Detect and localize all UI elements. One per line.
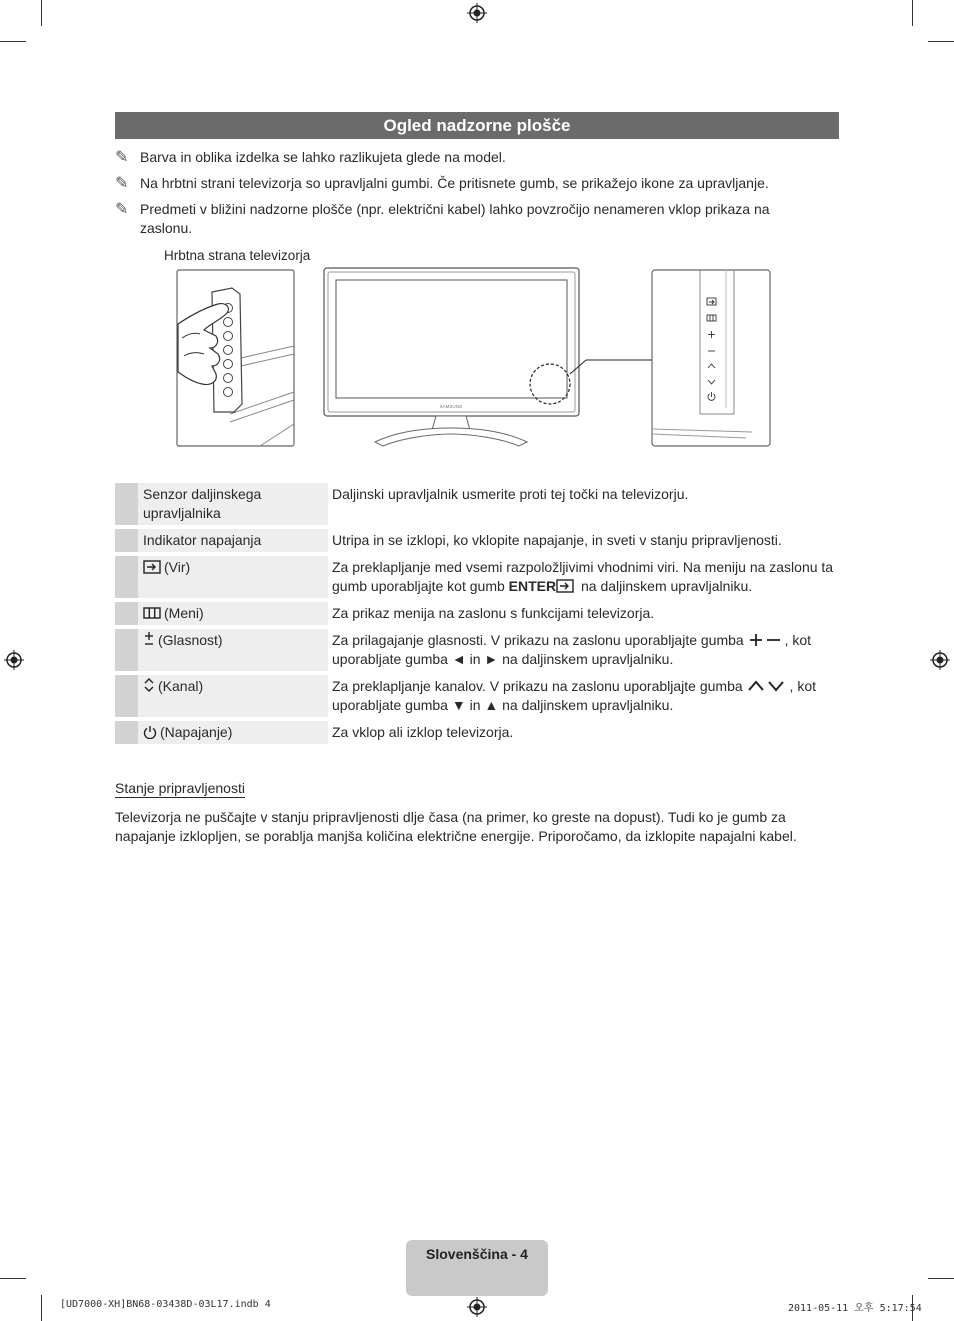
table-row: [115, 721, 839, 744]
row-description-end: na daljinskem upravljalniku.: [581, 578, 753, 594]
page-number: Slovenščina - 4: [426, 1246, 528, 1262]
row-marker: [115, 629, 138, 671]
hand-pressing-buttons-illustration: [177, 270, 294, 446]
table-row: [115, 629, 839, 671]
print-footer-date: 2011-05-11 오후 5:17:54: [788, 1303, 922, 1314]
volume-buttons-icon: [748, 633, 782, 647]
registration-mark-icon: [467, 3, 487, 23]
channel-up-down-icon: [143, 677, 155, 693]
table-row: [115, 675, 839, 717]
row-marker: [115, 529, 138, 552]
row-label: (Napajanje): [160, 724, 233, 740]
page-title: Ogled nadzorne plošče: [115, 112, 839, 139]
standby-heading: Stanje pripravljenosti: [115, 780, 245, 796]
row-marker: [115, 483, 138, 525]
row-marker: [115, 675, 138, 717]
row-marker: [115, 556, 138, 598]
table-row: [115, 529, 839, 552]
row-description: Za prilagajanje glasnosti. V prikazu na zaslonu uporabljajte gumba: [332, 632, 744, 648]
pencil-note-icon: ✎: [115, 201, 129, 218]
crop-mark: [928, 41, 954, 42]
registration-mark-icon: [930, 650, 950, 670]
table-row: [115, 556, 839, 598]
registration-mark-icon: [467, 1297, 487, 1317]
row-description: Utripa in se izklopi, ko vklopite napajanje, in sveti v stanju pripravljenosti.: [328, 529, 839, 552]
table-row: [115, 602, 839, 625]
note-text: Predmeti v bližini nadzorne plošče (npr. električni kabel) lahko povzročijo nenameren vklop prikaza na zaslonu.: [140, 201, 770, 236]
crop-mark: [912, 0, 913, 26]
row-label-cell: [138, 675, 328, 717]
note-item: [115, 148, 815, 167]
tv-front-illustration: [324, 268, 652, 446]
row-marker: [115, 602, 138, 625]
pencil-note-icon: ✎: [115, 149, 129, 166]
row-description: Za vklop ali izklop televizorja.: [328, 721, 839, 744]
figure-caption: Hrbtna strana televizorja: [164, 248, 311, 263]
table-row: [115, 483, 839, 525]
note-item: [115, 200, 815, 238]
volume-plus-minus-icon: [143, 631, 155, 647]
control-table: [115, 479, 839, 748]
row-label-cell: [138, 602, 328, 625]
crop-mark: [0, 1278, 26, 1279]
tv-brand-label: SAMSUNG: [439, 404, 463, 409]
row-label: Indikator napajanja: [138, 529, 328, 552]
note-text: Barva in oblika izdelka se lahko razlikujeta glede na model.: [140, 149, 506, 165]
row-marker: [115, 721, 138, 744]
crop-mark: [41, 1295, 42, 1321]
button-icons-closeup: [652, 270, 770, 446]
pencil-note-icon: ✎: [115, 175, 129, 192]
crop-mark: [928, 1278, 954, 1279]
crop-mark: [0, 41, 26, 42]
standby-text: Televizorja ne puščajte v stanju pripravljenosti dlje časa (na primer, ko greste na dopust). Tudi ko je gumb za napajanje izklopljen, se porablja manjša količina električne energije. Priporočamo, da izklopite napajalni kabel.: [115, 809, 797, 844]
row-description-cell: [328, 675, 839, 717]
channel-buttons-icon: [747, 679, 787, 693]
row-description: Za preklapljanje med vsemi razpoložljivimi vhodnimi viri. Na meniju na zaslonu ta gumb uporabljajte kot gumb: [332, 559, 834, 594]
row-label: (Kanal): [158, 678, 204, 694]
row-description-cell: [328, 629, 839, 671]
tv-control-panel-figure: [170, 264, 780, 454]
row-description: Daljinski upravljalnik usmerite proti tej točki na televizorju.: [328, 483, 839, 525]
note-item: [115, 174, 815, 193]
source-icon: [143, 560, 161, 574]
crop-mark: [41, 0, 42, 26]
power-icon: [143, 725, 157, 739]
row-description-end: , kot uporabljate gumba ◄ in ► na daljinskem upravljalniku.: [332, 632, 812, 667]
row-description: Za preklapljanje kanalov. V prikazu na zaslonu uporabljajte gumba: [332, 678, 743, 694]
row-description-end: , kot uporabljate gumba ▼ in ▲ na daljinskem upravljalniku.: [332, 678, 817, 713]
row-description-cell: [328, 556, 839, 598]
row-label-cell: [138, 629, 328, 671]
enter-icon: [556, 579, 574, 593]
row-label: (Vir): [164, 559, 191, 575]
note-text: Na hrbtni strani televizorja so upravljalni gumbi. Če pritisnete gumb, se prikažejo ikone za upravljanje.: [140, 175, 769, 191]
registration-mark-icon: [4, 650, 24, 670]
row-label: Senzor daljinskega upravljalnika: [138, 483, 328, 525]
row-label-cell: [138, 721, 328, 744]
enter-key-label: ENTER: [508, 578, 557, 594]
menu-icon: [143, 606, 161, 620]
row-label: (Meni): [164, 605, 204, 621]
print-footer-file: [UD7000-XH]BN68-03438D-03L17.indb 4: [60, 1299, 271, 1310]
row-label: (Glasnost): [158, 632, 223, 648]
row-description: Za prikaz menija na zaslonu s funkcijami televizorja.: [328, 602, 839, 625]
row-label-cell: [138, 556, 328, 598]
